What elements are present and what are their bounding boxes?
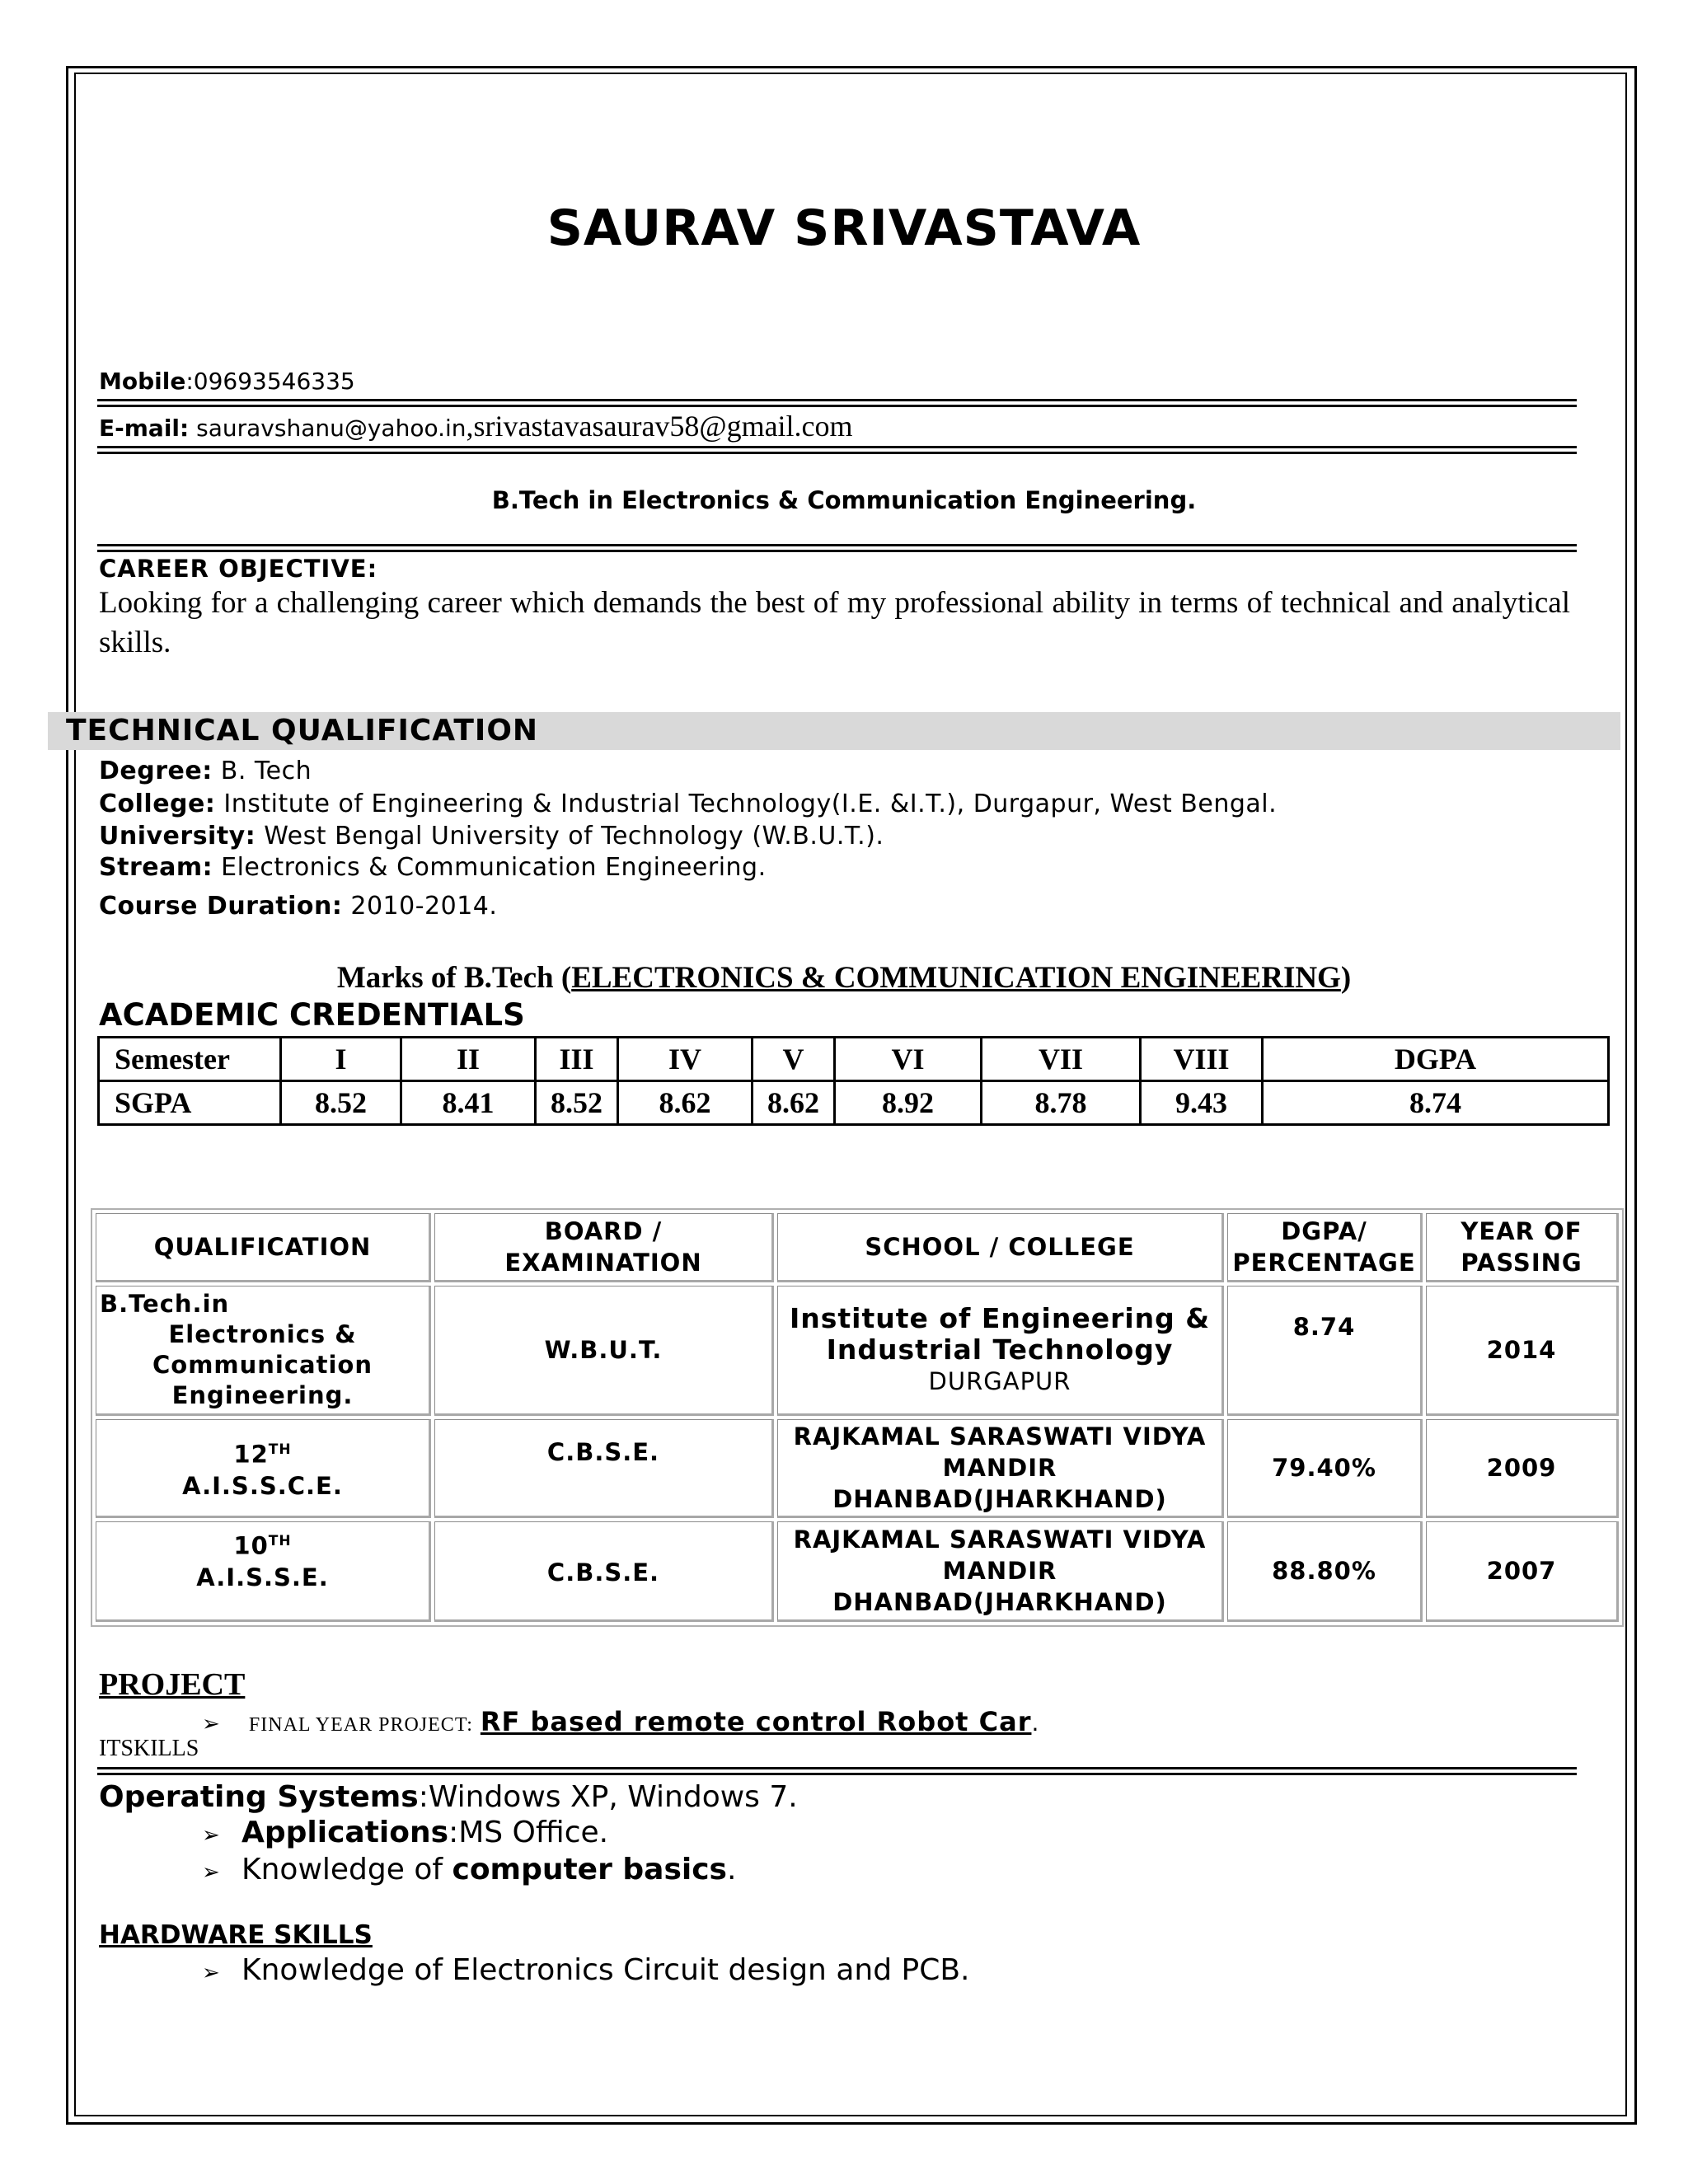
table-row (96, 1286, 1619, 1416)
sgpa-value-cell: 9.43 (1141, 1081, 1263, 1125)
score-cell: 8.74 (1227, 1286, 1423, 1416)
operating-systems-line (99, 1780, 798, 1814)
hardware-skill-text: Knowledge of Electronics Circuit design and PCB. (241, 1953, 970, 1987)
arrow-bullet-icon: ➢ (202, 1712, 220, 1736)
hardware-skills-heading: HARDWARE SKILLS (99, 1920, 373, 1950)
score-cell: 79.40% (1227, 1419, 1423, 1518)
divider (97, 446, 1577, 454)
email-secondary: ,srivastavasaurav58@gmail.com (466, 410, 853, 443)
header-text: PERCENTAGE (1232, 1249, 1416, 1277)
marks-title-suffix: ) (1340, 961, 1352, 995)
sgpa-value-cell: 8.78 (982, 1081, 1141, 1125)
qualification-grade: 12 (233, 1440, 269, 1469)
os-value: :Windows XP, Windows 7. (418, 1780, 798, 1814)
sgpa-header-cell: I (281, 1038, 401, 1081)
applications-value: :MS Office. (448, 1816, 609, 1849)
qualification-text: Engineering. (171, 1381, 354, 1409)
arrow-bullet-icon: ➢ (202, 1860, 220, 1885)
header-text: QUALIFICATION (153, 1233, 372, 1261)
stream-label: Stream: (99, 853, 213, 882)
technical-qualification-heading: TECHNICAL QUALIFICATION (66, 714, 539, 748)
hardware-skill-item (202, 1953, 969, 1987)
knowledge-item (202, 1853, 736, 1886)
degree-value: B. Tech (220, 757, 312, 785)
qualification-cell (96, 1286, 431, 1416)
qualification-text: A.I.S.S.E. (196, 1563, 329, 1591)
qualification-grade: 10 (233, 1531, 269, 1560)
header-board (434, 1213, 774, 1282)
marks-title-branch: ELECTRONICS & COMMUNICATION ENGINEERING (571, 961, 1341, 995)
university-field (99, 822, 884, 851)
degree-field (99, 757, 312, 785)
sgpa-value-cell: 8.52 (536, 1081, 618, 1125)
applications-item (202, 1816, 608, 1849)
qualification-sup: TH (268, 1441, 292, 1459)
college-field (99, 790, 1277, 818)
sgpa-header-cell: Semester (99, 1038, 281, 1081)
email-primary: sauravshanu@yahoo.in (196, 415, 467, 442)
duration-field (99, 892, 497, 921)
table-row (96, 1521, 1619, 1622)
divider (97, 399, 1577, 407)
header-text: BOARD / (544, 1217, 663, 1245)
header-text: YEAR OF (1461, 1217, 1582, 1245)
duration-label: Course Duration: (99, 892, 343, 921)
school-cell (777, 1521, 1224, 1622)
board-cell: C.B.S.E. (434, 1521, 774, 1622)
sgpa-value-cell: 8.92 (835, 1081, 982, 1125)
school-text: MANDIR (942, 1557, 1057, 1585)
score-cell: 88.80% (1227, 1521, 1423, 1622)
sgpa-header-cell: II (401, 1038, 536, 1081)
marks-title (0, 960, 1688, 996)
email-line (99, 409, 853, 443)
board-cell: W.B.U.T. (434, 1286, 774, 1416)
stream-field (99, 853, 767, 882)
arrow-bullet-icon: ➢ (202, 1961, 220, 1985)
year-cell: 2007 (1426, 1521, 1619, 1622)
qualification-text: A.I.S.S.C.E. (182, 1471, 343, 1500)
divider (97, 544, 1577, 552)
divider (97, 1767, 1577, 1775)
sgpa-header-cell: VII (982, 1038, 1141, 1081)
sgpa-value-cell: 8.62 (618, 1081, 753, 1125)
header-dgpa (1227, 1213, 1423, 1282)
candidate-name: SAURAV SRIVASTAVA (546, 199, 1142, 257)
college-label: College: (99, 790, 216, 818)
degree-summary: B.Tech in Electronics & Communication Engineering. (491, 486, 1197, 514)
it-skills-heading: ITSKILLS (99, 1736, 199, 1761)
sgpa-header-cell: IV (618, 1038, 753, 1081)
qualification-text (100, 1434, 425, 1470)
qualification-sup: TH (268, 1533, 292, 1549)
mobile-line (99, 368, 355, 395)
header-text: PASSING (1461, 1249, 1582, 1277)
knowledge-prefix: Knowledge of (241, 1853, 452, 1886)
email-label: E-mail: (99, 415, 190, 442)
sgpa-header-cell: VI (835, 1038, 982, 1081)
school-text: MANDIR (942, 1454, 1057, 1482)
school-text: Institute of Engineering & (789, 1302, 1211, 1334)
header-year (1426, 1213, 1619, 1282)
project-label: FINAL YEAR PROJECT: (248, 1714, 473, 1736)
marks-title-prefix: Marks of B.Tech ( (336, 961, 572, 995)
project-title: RF based remote control Robot Car (480, 1706, 1032, 1737)
mobile-label: Mobile (99, 368, 186, 395)
school-text: Industrial Technology (826, 1333, 1174, 1366)
school-text: DHANBAD(JHARKHAND) (832, 1588, 1167, 1616)
school-text: DHANBAD(JHARKHAND) (832, 1485, 1167, 1513)
school-cell (777, 1286, 1224, 1416)
table-row (96, 1419, 1619, 1518)
university-value: West Bengal University of Technology (W.B.U.T.). (264, 822, 884, 851)
header-text: EXAMINATION (504, 1249, 702, 1277)
degree-label: Degree: (99, 757, 213, 785)
qualification-text: B.Tech.in (100, 1290, 230, 1318)
header-text: SCHOOL / COLLEGE (865, 1233, 1135, 1261)
qualification-header-row (96, 1213, 1619, 1282)
sgpa-header-cell: DGPA (1263, 1038, 1609, 1081)
academic-credentials-heading: ACADEMIC CREDENTIALS (99, 997, 525, 1033)
knowledge-suffix: . (726, 1853, 737, 1886)
school-text: DURGAPUR (928, 1367, 1071, 1395)
header-school (777, 1213, 1224, 1282)
sgpa-value-row (99, 1081, 1609, 1125)
qualification-cell (96, 1521, 431, 1622)
header-text: DGPA/ (1281, 1217, 1367, 1245)
qualification-text (100, 1526, 425, 1562)
sgpa-value-cell: 8.62 (753, 1081, 835, 1125)
os-label: Operating Systems (99, 1780, 419, 1814)
sgpa-table (97, 1036, 1610, 1126)
sgpa-header-row (99, 1038, 1609, 1081)
school-cell (777, 1419, 1224, 1518)
sgpa-value-cell: 8.74 (1263, 1081, 1609, 1125)
duration-value: 2010-2014. (350, 892, 498, 921)
project-heading: PROJECT (99, 1667, 246, 1702)
sgpa-header-cell: V (753, 1038, 835, 1081)
project-item (202, 1706, 1039, 1737)
qualification-cell (96, 1419, 431, 1518)
career-objective-text: Looking for a challenging career which demands the best of my professional ability in terms of technical and analytical skills. (99, 586, 1570, 659)
sgpa-header-cell: III (536, 1038, 618, 1081)
qualification-text: Electronics & (168, 1320, 357, 1348)
board-cell: C.B.S.E. (434, 1419, 774, 1518)
sgpa-header-cell: VIII (1141, 1038, 1263, 1081)
header-qualification (96, 1213, 431, 1282)
career-objective-heading: CAREER OBJECTIVE: (99, 555, 378, 583)
college-value: Institute of Engineering & Industrial Technology(I.E. &I.T.), Durgapur, West Bengal. (223, 790, 1278, 818)
knowledge-bold: computer basics (452, 1853, 727, 1886)
applications-label: Applications (241, 1816, 449, 1849)
sgpa-value-cell: SGPA (99, 1081, 281, 1125)
mobile-number: :09693546335 (185, 368, 355, 395)
year-cell: 2009 (1426, 1419, 1619, 1518)
project-period: . (1031, 1709, 1039, 1736)
sgpa-value-cell: 8.52 (281, 1081, 401, 1125)
year-cell: 2014 (1426, 1286, 1619, 1416)
qualification-text: Communication (152, 1351, 373, 1379)
school-text: RAJKAMAL SARASWATI VIDYA (793, 1526, 1207, 1554)
school-text: RAJKAMAL SARASWATI VIDYA (793, 1422, 1207, 1451)
qualification-table (91, 1208, 1624, 1627)
sgpa-value-cell: 8.41 (401, 1081, 536, 1125)
arrow-bullet-icon: ➢ (202, 1823, 220, 1848)
university-label: University: (99, 822, 256, 851)
stream-value: Electronics & Communication Engineering. (221, 853, 767, 882)
